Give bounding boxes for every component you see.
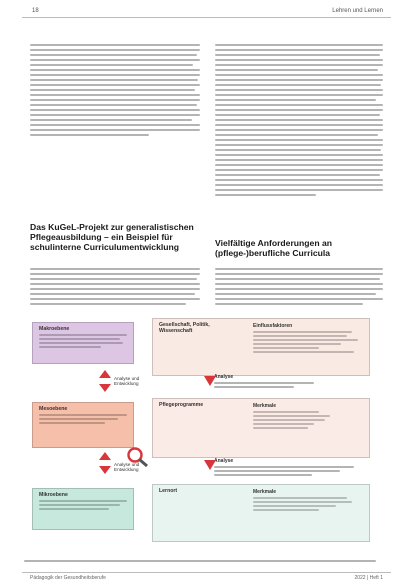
macro-context-box: [152, 318, 370, 376]
meso-level-box: [32, 402, 134, 448]
macro-factor-list: [253, 331, 363, 355]
left-column-body: [30, 268, 200, 308]
right-section-heading: Vielfältige Anforderungen an (pflege-)berufliche Curricula: [215, 238, 332, 258]
footer-issue: 2022 | Heft 1: [354, 575, 383, 581]
micro-learning-site-box: [152, 484, 370, 542]
analysis-label-2: Analyse: [214, 458, 234, 464]
analysis-label-1: Analyse: [214, 374, 234, 380]
macro-level-text: [39, 334, 127, 350]
micro-level-box: [32, 488, 134, 530]
arrow-label-left-1: Analyse und Entwicklung: [114, 376, 140, 386]
macro-level-title: Makroebene: [39, 326, 70, 332]
running-head: Lehren und Lernen: [332, 8, 383, 14]
analysis-text-2: [214, 466, 354, 478]
right-column-body: [215, 268, 383, 308]
arrow-label-left-2: Analyse und Entwicklung: [114, 462, 140, 472]
micro-features-title: Merkmale: [253, 489, 277, 495]
meso-level-title: Mesoebene: [39, 406, 68, 412]
meso-programs-box: [152, 398, 370, 458]
arrow-down-right-2: [204, 460, 216, 470]
micro-feature-list: [253, 497, 363, 513]
left-column-intro: [30, 44, 200, 139]
figure-caption: [24, 560, 376, 565]
arrow-up-left-2: [99, 452, 111, 460]
macro-context-title: Gesellschaft, Politik, Wissenschaft: [159, 322, 210, 334]
header-rule: [22, 17, 391, 18]
meso-programs-title: Pflegeprogramme: [159, 402, 204, 408]
macro-factors-title: Einflussfaktoren: [253, 323, 293, 329]
meso-feature-list: [253, 411, 363, 431]
meso-level-text: [39, 414, 127, 426]
page-number: 18: [32, 8, 39, 14]
left-section-heading: Das KuGeL-Projekt zur generalistischen Pflegeausbildung – ein Beispiel für schulinterne Curriculumentwicklung: [30, 222, 194, 252]
footer-journal: Pädagogik der Gesundheitsberufe: [30, 575, 106, 581]
analysis-text-1: [214, 382, 314, 390]
arrow-down-left-2: [99, 466, 111, 474]
meso-features-title: Merkmale: [253, 403, 277, 409]
arrow-down-right-1: [204, 376, 216, 386]
macro-level-box: [32, 322, 134, 364]
right-column-intro: [215, 44, 383, 199]
micro-level-text: [39, 500, 127, 512]
arrow-up-left-1: [99, 370, 111, 378]
micro-level-title: Mikroebene: [39, 492, 68, 498]
footer-rule: [22, 572, 391, 573]
micro-learning-site-title: Lernort: [159, 488, 178, 494]
curriculum-levels-diagram: [24, 312, 376, 548]
arrow-down-left-1: [99, 384, 111, 392]
